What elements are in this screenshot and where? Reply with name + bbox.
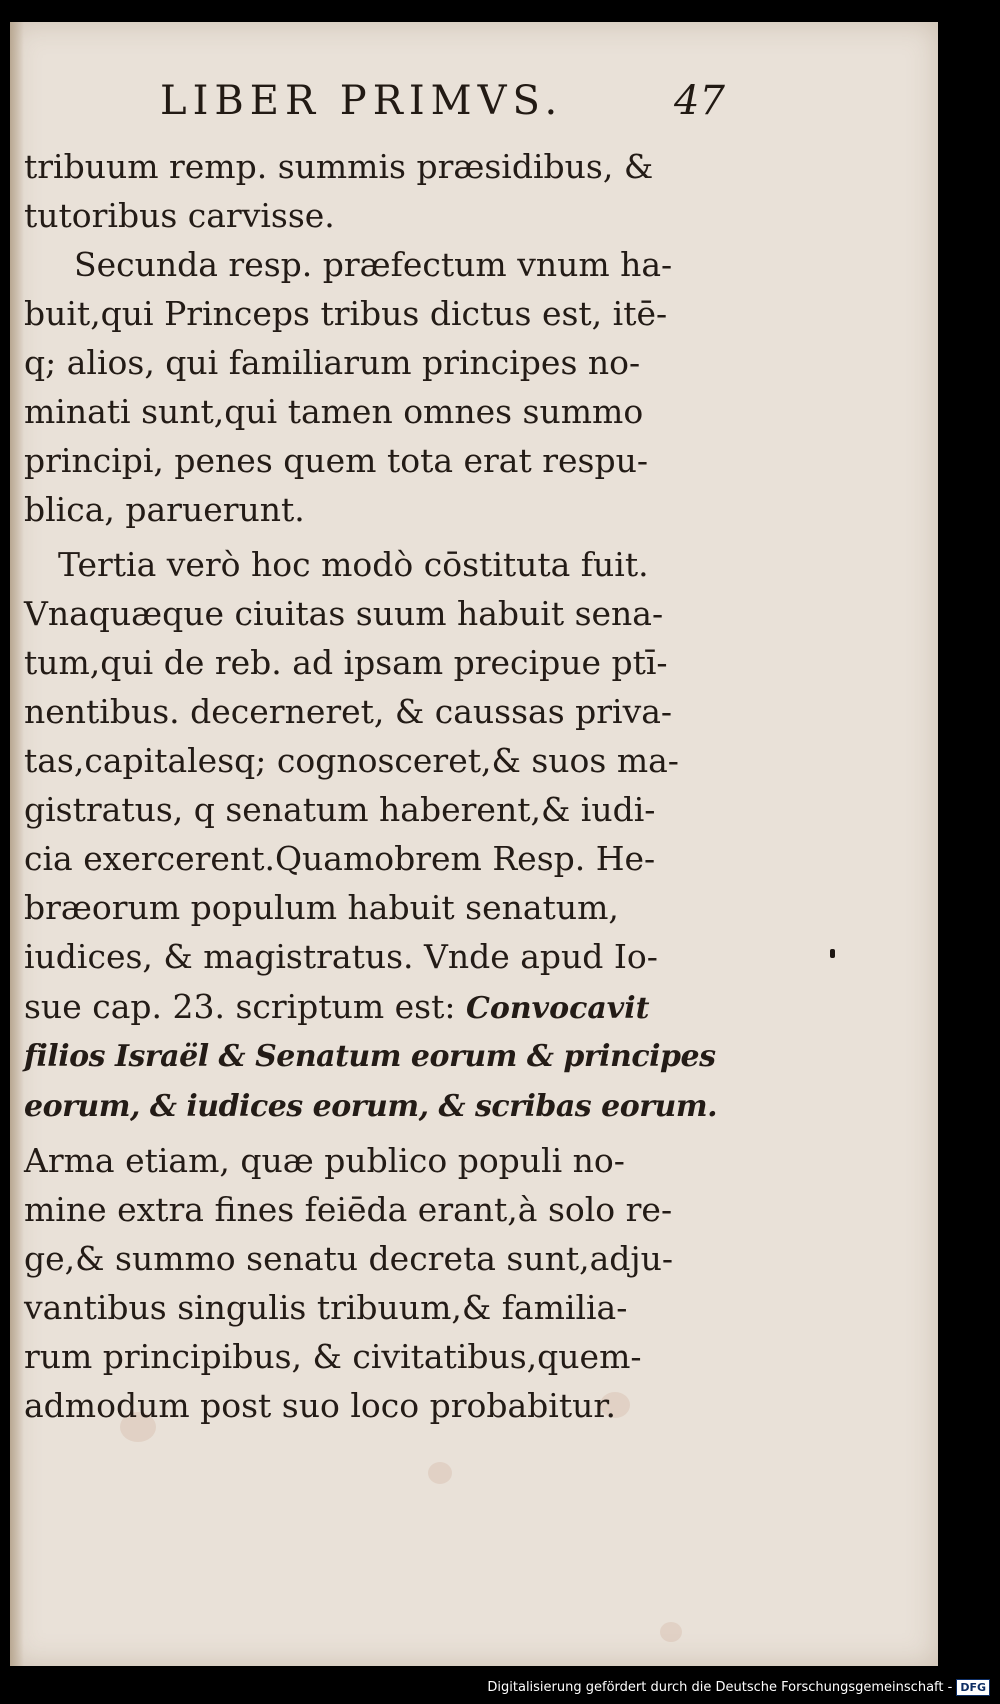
text-line: q; alios, qui familiarum principes no- — [24, 343, 641, 382]
text-line: bræorum populum habuit senatum, — [24, 888, 619, 927]
text-line-roman: sue cap. 23. scriptum est: — [24, 987, 466, 1026]
text-line: Tertia verò hoc modò cōstituta fuit. — [58, 545, 649, 584]
text-line: minati sunt,qui tamen omnes summo — [24, 392, 644, 431]
quotation-line: filios Israël & Senatum eorum & principes — [24, 1039, 716, 1074]
text-line — [24, 987, 650, 1026]
text-line: admodum post suo loco probabitur. — [24, 1386, 617, 1425]
text-line: iudices, & magistratus. Vnde apud Io- — [24, 937, 658, 976]
text-line: rum principibus, & civitatibus,quem- — [24, 1337, 642, 1376]
credit-text: Digitalisierung gefördert durch die Deutsche Forschungsgemeinschaft - — [487, 1680, 953, 1695]
text-line: buit,qui Princeps tribus dictus est, itē- — [24, 294, 668, 333]
text-line: tas,capitalesq; cognosceret,& suos ma- — [24, 741, 679, 780]
page-number: 47 — [674, 78, 725, 124]
digitization-credit — [487, 1679, 990, 1696]
text-line: nentibus. decerneret, & caussas priva- — [24, 692, 673, 731]
text-line: cia exercerent.Quamobrem Resp. He- — [24, 839, 656, 878]
text-line: tutoribus carvisse. — [24, 196, 335, 235]
book-page — [10, 22, 938, 1666]
text-line: Vnaquæque ciuitas suum habuit sena- — [24, 594, 664, 633]
text-line: principi, penes quem tota erat respu- — [24, 441, 649, 480]
dfg-logo: DFG — [956, 1679, 990, 1696]
body-text — [10, 22, 938, 1666]
text-line: ge,& summo senatu decreta sunt,adju- — [24, 1239, 674, 1278]
text-line: mine extra fines feiēda erant,à solo re- — [24, 1190, 673, 1229]
text-line-italic: Convocavit — [465, 991, 650, 1026]
text-line: Arma etiam, quæ publico populi no- — [24, 1141, 625, 1180]
text-line: tum,qui de reb. ad ipsam precipue ptī- — [24, 643, 668, 682]
text-line: gistratus, q senatum haberent,& iudi- — [24, 790, 656, 829]
text-line: tribuum remp. summis præsidibus, & — [24, 147, 654, 186]
ink-mark — [830, 949, 835, 958]
text-line: blica, paruerunt. — [24, 490, 305, 529]
text-line: Secunda resp. præfectum vnum ha- — [74, 245, 673, 284]
text-line: vantibus singulis tribuum,& familia- — [24, 1288, 628, 1327]
running-title: LIBER PRIMVS. — [160, 78, 564, 124]
quotation-line: eorum, & iudices eorum, & scribas eorum. — [24, 1089, 718, 1124]
